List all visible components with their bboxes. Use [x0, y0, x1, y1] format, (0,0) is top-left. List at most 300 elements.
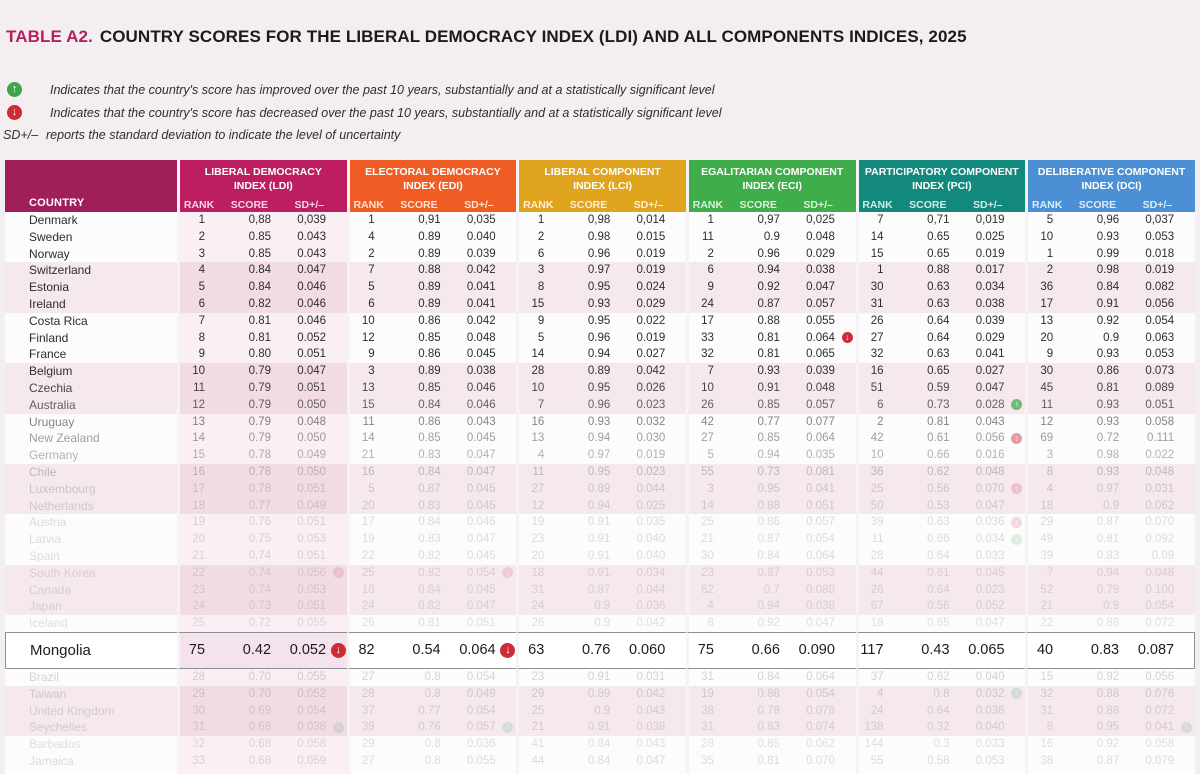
dci-sd-cell: 0.058	[1145, 415, 1175, 428]
ldi-sd-cell: 0.059	[278, 753, 328, 770]
dci-score-cell: 0.95	[1096, 721, 1120, 734]
table-row	[5, 430, 1195, 447]
pci-trend-cell	[1007, 669, 1026, 686]
edi-score-cell: 0.87	[418, 482, 441, 495]
ldi-sd-cell: 0.050	[278, 464, 328, 481]
pci-trend-cell	[1007, 582, 1026, 599]
eci-sd-cell: 0.029	[806, 247, 835, 260]
arrow-column-header	[837, 197, 856, 212]
pci-trend-cell	[1007, 229, 1026, 246]
eci-trend-cell	[837, 246, 856, 263]
pci-trend-cell	[1007, 246, 1026, 263]
lci-rank-cell: 13	[516, 430, 557, 447]
lci-trend-cell	[667, 669, 686, 686]
dci-trend-cell	[1176, 380, 1195, 397]
pci-score-cell: 0.64	[927, 331, 950, 344]
dci-rank-cell: 8	[1025, 719, 1066, 736]
lci-trend-cell	[667, 531, 686, 548]
pci-rank-cell: 30	[856, 279, 897, 296]
eci-score-cell: 0.7	[763, 583, 780, 596]
index-group-header	[177, 160, 347, 197]
pci-score-cell: 0.62	[927, 670, 950, 683]
edi-score-cell: 0.84	[418, 398, 441, 411]
pci-rank-cell: 11	[856, 531, 897, 548]
dci-trend-cell	[1176, 296, 1195, 313]
edi-score-cell: 0.86	[418, 348, 441, 361]
table-header	[5, 160, 1195, 212]
eci-sd-cell: 0.047	[806, 281, 835, 294]
country-column-header: COUNTRY	[5, 160, 177, 212]
pci-score-cell: 0.8	[933, 687, 950, 700]
dci-trend-cell	[1176, 447, 1195, 464]
lci-trend-cell	[667, 296, 686, 313]
eci-rank-cell: 42	[686, 414, 727, 431]
edi-score-cell: 0.89	[418, 247, 441, 260]
lci-rank-cell: 27	[516, 481, 557, 498]
lci-rank-cell: 1	[516, 212, 557, 229]
index-group-header	[686, 160, 856, 197]
table-row	[5, 548, 1195, 565]
edi-trend-cell	[498, 770, 517, 774]
ldi-sd-cell: 0.046	[278, 313, 328, 330]
legend-improved-row	[7, 82, 1107, 97]
country-name-cell: Norway	[29, 246, 70, 261]
edi-sd-cell: 0.036	[466, 738, 496, 751]
table-row	[5, 313, 1195, 330]
ldi-sd-cell: 0.055	[278, 669, 328, 686]
ldi-sd-cell: 0.053	[278, 531, 328, 548]
lci-sd-cell: 0.040	[636, 533, 666, 546]
trend-arrow-icon	[1011, 399, 1022, 410]
eci-rank-cell: 35	[686, 753, 727, 770]
dci-rank-cell: 22	[1025, 615, 1066, 632]
pci-sd-cell: 0.047	[975, 617, 1005, 630]
edi-rank-cell: 24	[347, 598, 388, 615]
country-name-cell: Denmark	[29, 213, 78, 227]
edi-sd-cell: 0.046	[466, 398, 496, 411]
ldi-sd-cell: 0.048	[278, 414, 328, 431]
pci-score-cell: 0.65	[927, 617, 950, 630]
dci-score-cell: 0.88	[1096, 704, 1120, 717]
pci-score-cell: 0.66	[927, 449, 950, 462]
lci-score-cell: 0.96	[587, 331, 611, 344]
dci-score-cell: 0.83	[1096, 549, 1120, 562]
ldi-trend-cell	[328, 531, 347, 548]
ldi-trend-cell	[328, 397, 347, 414]
eci-rank-cell: 33	[686, 330, 727, 347]
edi-score-cell: 0.8	[424, 754, 441, 767]
country-name-cell: South Korea	[29, 565, 96, 580]
eci-rank-cell: 28	[686, 736, 727, 753]
lci-trend-cell	[667, 414, 686, 431]
ldi-score-cell: 0.42	[218, 632, 278, 669]
lci-trend-cell	[667, 514, 686, 531]
eci-score-cell: 0.88	[757, 499, 780, 512]
edi-score-cell: 0.83	[418, 533, 441, 546]
edi-trend-cell	[498, 548, 517, 565]
trend-arrow-icon	[1011, 534, 1022, 545]
eci-sd-cell: 0.057	[806, 516, 835, 529]
legend-improved-text: Indicates that the country's score has improved over the past 10 years, substantially and at a statistically significant level	[50, 82, 715, 97]
pci-sd-cell: 0.053	[975, 754, 1005, 767]
dci-rank-cell: 31	[1025, 703, 1066, 720]
ldi-trend-cell	[328, 447, 347, 464]
pci-rank-cell: 55	[856, 753, 897, 770]
lci-rank-cell: 41	[516, 736, 557, 753]
ldi-score-cell: 0.79	[218, 414, 278, 431]
table-row	[5, 330, 1195, 347]
edi-score-cell: 0.85	[418, 381, 441, 394]
lci-trend-cell	[667, 363, 686, 380]
ldi-sd-cell: 0.050	[278, 397, 328, 414]
index-group-abbrev: INDEX (LDI)	[233, 179, 293, 192]
lci-score-cell: 0.95	[587, 465, 611, 478]
ldi-score-cell: 0.75	[218, 531, 278, 548]
lci-sd-cell: 0.044	[636, 482, 666, 495]
eci-rank-cell: 31	[686, 719, 727, 736]
pci-score-cell: 0.65	[927, 230, 950, 243]
table-row	[5, 246, 1195, 263]
dci-trend-cell	[1176, 514, 1195, 531]
table-row	[5, 229, 1195, 246]
pci-trend-cell	[1007, 548, 1026, 565]
edi-rank-cell: 10	[347, 313, 388, 330]
dci-rank-cell: 17	[1025, 296, 1066, 313]
ldi-trend-cell	[328, 615, 347, 632]
eci-sd-cell: 0.038	[806, 600, 835, 613]
dci-rank-cell: 8	[1025, 464, 1066, 481]
pci-score-cell: 0.53	[927, 499, 950, 512]
pci-rank-cell: 4	[856, 686, 897, 703]
eci-sd-cell: 0.064	[806, 670, 835, 683]
dci-score-cell: 0.93	[1096, 465, 1120, 478]
eci-sd-cell: 0.064	[806, 331, 835, 344]
eci-rank-cell: 75	[686, 632, 727, 669]
pci-sd-cell: 0.034	[975, 533, 1005, 546]
lci-sd-cell	[617, 770, 667, 774]
country-name-cell	[5, 770, 177, 774]
lci-score-cell: 0.94	[587, 432, 611, 445]
ldi-rank-cell: 8	[177, 330, 218, 347]
trend-arrow-icon	[1011, 688, 1022, 699]
edi-score-cell: 0.86	[418, 314, 441, 327]
ldi-sd-cell: 0.051	[278, 598, 328, 615]
country-name-cell: Germany	[29, 448, 79, 463]
pci-sd-cell: 0.025	[975, 230, 1005, 243]
ldi-score-cell: 0.70	[218, 686, 278, 703]
ldi-score-cell: 0.70	[218, 669, 278, 686]
eci-trend-cell	[837, 548, 856, 565]
dci-score-cell: 0.94	[1096, 566, 1120, 579]
ldi-score-cell: 0.76	[218, 514, 278, 531]
dci-rank-cell: 21	[1025, 598, 1066, 615]
pci-sd-cell: 0.047	[975, 381, 1005, 394]
dci-score-cell: 0.98	[1096, 264, 1120, 277]
pci-sd-cell: 0.056	[975, 432, 1005, 445]
ldi-score-cell: 0.78	[218, 481, 278, 498]
country-name-cell: Mongolia	[5, 632, 177, 669]
dci-score-cell: 0.92	[1096, 314, 1120, 327]
eci-score-cell: 0.94	[757, 264, 780, 277]
lci-sd-cell: 0.040	[636, 549, 666, 562]
trend-arrow-icon	[1011, 483, 1022, 494]
lci-trend-cell	[667, 246, 686, 263]
index-group-abbrev: INDEX (PCI)	[912, 179, 972, 192]
dci-rank-cell: 1	[1025, 246, 1066, 263]
edi-score-cell: 0.88	[418, 264, 441, 277]
dci-score-cell: 0.9	[1103, 499, 1120, 512]
dci-rank-cell: 39	[1025, 548, 1066, 565]
lci-sd-cell: 0.035	[636, 516, 666, 529]
lci-trend-cell	[667, 346, 686, 363]
pci-score-cell: 0.63	[927, 297, 950, 310]
eci-trend-cell	[837, 770, 856, 774]
country-name-cell: Japan	[29, 599, 62, 614]
dci-score-cell	[1066, 770, 1126, 774]
lci-score-cell: 0.76	[557, 632, 617, 669]
lci-sd-cell: 0.025	[636, 499, 666, 512]
eci-sd-cell: 0.054	[806, 687, 835, 700]
trend-arrow-icon	[331, 643, 346, 658]
edi-rank-cell: 4	[347, 229, 388, 246]
table-row	[5, 565, 1195, 582]
pci-rank-cell: 18	[856, 615, 897, 632]
edi-sd-cell: 0.048	[466, 331, 496, 344]
edi-score-cell: 0.86	[418, 415, 441, 428]
eci-rank-cell: 24	[686, 296, 727, 313]
eci-trend-cell	[837, 719, 856, 736]
ldi-trend-cell	[328, 229, 347, 246]
ldi-score-cell: 0.79	[218, 430, 278, 447]
eci-rank-cell: 62	[686, 582, 727, 599]
dci-score-cell: 0.9	[1103, 600, 1120, 613]
table-row	[5, 719, 1195, 736]
trend-arrow-icon	[333, 722, 344, 733]
ldi-score-cell: 0.78	[218, 464, 278, 481]
edi-rank-cell: 6	[347, 296, 388, 313]
eci-score-cell: 0.94	[757, 600, 780, 613]
pci-trend-cell	[1007, 313, 1026, 330]
legend-decreased-text: Indicates that the country's score has decreased over the past 10 years, substantially and at a statistically significant level	[50, 105, 722, 120]
pci-sd-cell: 0.016	[975, 449, 1005, 462]
ldi-trend-cell	[328, 414, 347, 431]
legend-decreased-row	[7, 105, 1107, 120]
eci-rank-cell: 55	[686, 464, 727, 481]
edi-sd-cell: 0.047	[466, 600, 496, 613]
lci-score-cell: 0.96	[587, 247, 611, 260]
pci-trend-cell	[1007, 330, 1026, 347]
eci-score-cell: 0.92	[757, 617, 780, 630]
eci-sd-cell: 0.048	[806, 230, 835, 243]
eci-sd-cell: 0.041	[806, 482, 835, 495]
edi-sd-cell: 0.054	[466, 566, 496, 579]
table-row	[5, 669, 1195, 686]
dci-sd-cell: 0.092	[1145, 533, 1175, 546]
dci-score-cell: 0.93	[1096, 348, 1120, 361]
eci-trend-cell	[837, 414, 856, 431]
lci-trend-cell	[667, 262, 686, 279]
pci-score-cell: 0.62	[927, 465, 950, 478]
edi-sd-cell: 0.043	[466, 415, 496, 428]
pci-trend-cell	[1007, 719, 1026, 736]
eci-score-cell: 0.77	[757, 415, 780, 428]
lci-rank-cell: 5	[516, 330, 557, 347]
edi-score-cell: 0.83	[418, 449, 441, 462]
pci-sd-cell: 0.023	[975, 583, 1005, 596]
eci-rank-cell: 11	[686, 229, 727, 246]
eci-sd-cell: 0.057	[806, 398, 835, 411]
ldi-rank-cell: 17	[177, 481, 218, 498]
dci-score-cell: 0.81	[1096, 533, 1120, 546]
pci-sd-cell: 0.043	[975, 415, 1005, 428]
pci-rank-cell: 7	[856, 212, 897, 229]
table-row	[5, 753, 1195, 770]
pci-score-cell: 0.59	[927, 381, 950, 394]
pci-trend-cell	[1007, 363, 1026, 380]
pci-trend-cell	[1007, 598, 1026, 615]
eci-trend-cell	[837, 514, 856, 531]
ldi-sd-cell: 0.051	[278, 380, 328, 397]
lci-rank-cell: 11	[516, 464, 557, 481]
table-row	[5, 414, 1195, 431]
lci-score-cell: 0.93	[587, 415, 611, 428]
edi-trend-cell	[498, 447, 517, 464]
pci-trend-cell	[1007, 498, 1026, 515]
trend-arrow-icon	[500, 643, 515, 658]
lci-trend-cell	[667, 330, 686, 347]
lci-score-cell: 0.89	[587, 365, 611, 378]
eci-trend-cell	[837, 313, 856, 330]
down-arrow-icon	[7, 105, 22, 120]
pci-rank-cell: 39	[856, 514, 897, 531]
pci-sd-cell: 0.033	[975, 738, 1005, 751]
eci-trend-cell	[837, 262, 856, 279]
country-name-cell: Estonia	[29, 280, 70, 295]
lci-score-cell: 0.91	[587, 516, 611, 529]
eci-score-cell: 0.73	[757, 465, 780, 478]
dci-rank-cell: 18	[1025, 498, 1066, 515]
country-name-cell: Ireland	[29, 296, 66, 311]
country-name-cell: Belgium	[29, 364, 73, 379]
index-group-name: LIBERAL DEMOCRACY	[204, 165, 322, 178]
edi-score-cell: 0.81	[418, 617, 441, 630]
edi-rank-cell: 12	[347, 330, 388, 347]
edi-sd-cell: 0.051	[466, 617, 496, 630]
edi-trend-cell	[498, 686, 517, 703]
dci-score-cell: 0.93	[1096, 415, 1120, 428]
eci-trend-cell	[837, 481, 856, 498]
dci-sd-cell: 0.072	[1145, 617, 1175, 630]
lci-score-cell: 0.9	[594, 600, 611, 613]
pci-trend-cell	[1007, 565, 1026, 582]
dci-trend-cell	[1176, 632, 1195, 669]
edi-trend-cell	[498, 363, 517, 380]
lci-trend-cell	[667, 686, 686, 703]
lci-score-cell: 0.91	[587, 566, 611, 579]
ldi-trend-cell	[328, 464, 347, 481]
table-row	[5, 498, 1195, 515]
eci-score-cell: 0,97	[757, 214, 780, 226]
ldi-rank-cell: 19	[177, 514, 218, 531]
lci-trend-cell	[667, 598, 686, 615]
pci-rank-cell: 6	[856, 397, 897, 414]
country-name-cell: Czechia	[29, 380, 73, 395]
pci-rank-cell: 25	[856, 481, 897, 498]
eci-score-cell: 0.78	[757, 704, 780, 717]
pci-sd-cell: 0.027	[975, 365, 1005, 378]
ldi-trend-cell	[328, 565, 347, 582]
index-group-name: EGALITARIAN COMPONENT	[701, 165, 844, 178]
eci-sd-cell: 0.065	[806, 348, 835, 361]
edi-score-cell: 0.76	[418, 721, 441, 734]
edi-rank-cell: 3	[347, 363, 388, 380]
eci-sd-cell: 0.053	[806, 566, 835, 579]
eci-score-cell: 0.81	[757, 754, 780, 767]
dci-trend-cell	[1176, 212, 1195, 229]
edi-trend-cell	[498, 414, 517, 431]
eci-sd-cell: 0.070	[806, 754, 835, 767]
ldi-sd-cell: 0.051	[278, 514, 328, 531]
ldi-rank-cell: 12	[177, 397, 218, 414]
dci-trend-cell	[1176, 397, 1195, 414]
ldi-rank-cell: 18	[177, 498, 218, 515]
eci-score-cell: 0.84	[757, 670, 780, 683]
eci-sd-cell: 0.057	[806, 297, 835, 310]
pci-score-cell: 0.63	[927, 281, 950, 294]
lci-trend-cell	[667, 548, 686, 565]
pci-score-cell: 0.58	[927, 754, 950, 767]
ldi-rank-cell: 31	[177, 719, 218, 736]
lci-trend-cell	[667, 212, 686, 229]
lci-score-cell: 0.93	[587, 297, 611, 310]
edi-sd-cell: 0.054	[466, 670, 496, 683]
pci-sd-cell: 0.052	[975, 600, 1005, 613]
edi-trend-cell	[498, 498, 517, 515]
table-title-text: COUNTRY SCORES FOR THE LIBERAL DEMOCRACY INDEX (LDI) AND ALL COMPONENTS INDICES, 2025	[99, 27, 967, 46]
ldi-rank-cell: 29	[177, 686, 218, 703]
edi-score-cell: 0.89	[418, 365, 441, 378]
pci-rank-cell: 15	[856, 246, 897, 263]
lci-rank-cell: 7	[516, 397, 557, 414]
edi-score-cell: 0.89	[418, 230, 441, 243]
country-name-cell: Chile	[29, 464, 57, 479]
edi-rank-cell: 9	[347, 346, 388, 363]
dci-rank-cell: 38	[1025, 753, 1066, 770]
lci-trend-cell	[667, 753, 686, 770]
eci-score-cell: 0.83	[757, 721, 780, 734]
ldi-trend-cell	[328, 430, 347, 447]
pci-trend-cell	[1007, 296, 1026, 313]
index-group-header	[347, 160, 517, 197]
ldi-trend-cell	[328, 770, 347, 774]
edi-rank-cell: 13	[347, 380, 388, 397]
eci-sd-cell: 0.090	[787, 632, 837, 669]
dci-sd-cell: 0.054	[1145, 600, 1175, 613]
edi-score-cell: 0.85	[418, 331, 441, 344]
ldi-rank-cell: 21	[177, 548, 218, 565]
ldi-trend-cell	[328, 514, 347, 531]
lci-rank-cell: 23	[516, 669, 557, 686]
ldi-trend-cell	[328, 669, 347, 686]
ldi-score-cell: 0.72	[218, 615, 278, 632]
ldi-sd-cell: 0.052	[278, 686, 328, 703]
rank-column-header: RANK	[347, 197, 388, 212]
eci-score-cell: 0.9	[763, 230, 780, 243]
lci-score-cell: 0.9	[594, 617, 611, 630]
edi-sd-cell: 0.045	[466, 432, 496, 445]
eci-sd-cell: 0.048	[806, 381, 835, 394]
edi-sd-cell: 0.047	[466, 533, 496, 546]
